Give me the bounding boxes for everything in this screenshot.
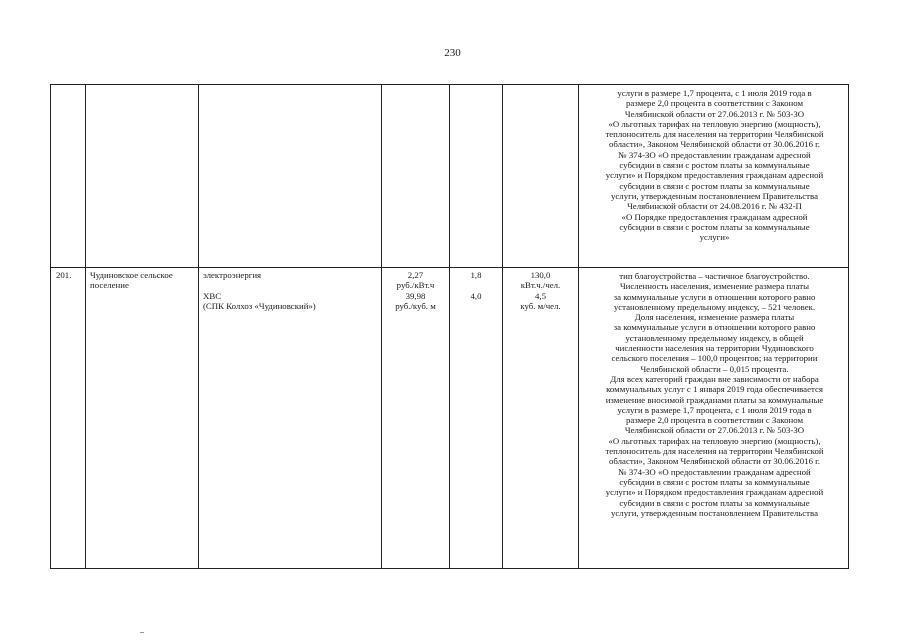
norm-unit: кВт.ч./чел. — [520, 280, 561, 290]
description-line: услуги» и Порядком предоставления гражданам адресной — [605, 170, 824, 181]
description-line: субсидии в связи с ростом платы за коммунальные — [619, 497, 810, 508]
column-divider — [198, 85, 199, 568]
row-divider — [51, 267, 848, 268]
description-line: за коммунальные услуги в отношении которого равно — [613, 291, 816, 302]
description-line: услуги, утвержденным постановлением Правительства — [611, 190, 818, 201]
description-line: субсидии в связи с ростом платы за коммунальные — [619, 221, 810, 232]
norm-value: 4,5 — [535, 291, 546, 301]
norm-value: 130,0 — [530, 270, 551, 280]
description-line: Для всех категорий граждан вне зависимости от набора — [610, 373, 819, 384]
tariff-table — [50, 84, 849, 569]
index-value: 1,8 — [470, 270, 482, 280]
service-provider: (СПК Колхоз «Чудиновский») — [203, 301, 316, 311]
description-line: коммунальных услуг с 1 января 2019 года обеспечивается — [606, 384, 823, 395]
row-number: 201. — [56, 270, 72, 280]
index-value: 4,0 — [470, 291, 482, 301]
description-line: «О льготных тарифах на тепловую энергию (мощность), — [608, 435, 821, 446]
description-line: тип благоустройства – частичное благоустройство. — [619, 271, 810, 281]
description-line: Челябинской области – 0,015 процента. — [640, 363, 789, 374]
description-line: размере 2,0 процента в соответствии с Законом — [625, 415, 804, 426]
tariff-value: 39,98 — [405, 291, 426, 301]
description-line: субсидии в связи с ростом платы за коммунальные — [619, 476, 810, 487]
description-line: Челябинской области от 27.06.2013 г. № 503-ЗО — [624, 108, 805, 119]
description-line: теплоноситель для населения на территории Челябинской — [605, 446, 824, 457]
description-line: области», Законом Челябинской области от 30.06.2016 г. — [609, 139, 820, 150]
scan-artifact — [140, 632, 144, 633]
description-line: области», Законом Челябинской области от 30.06.2016 г. — [609, 456, 820, 467]
description-line: за коммунальные услуги в отношении которого равно — [613, 322, 816, 333]
description-line: Челябинской области от 27.06.2013 г. № 503-ЗО — [624, 425, 805, 436]
description-line: № 374-ЗО «О предоставлении гражданам адресной — [618, 466, 811, 477]
column-divider — [449, 85, 450, 568]
description-line: Челябинской области от 24.08.2016 г. № 432-П — [627, 201, 802, 212]
description-line: сельского поселения – 100,0 процентов; на территории — [611, 353, 818, 364]
service-name: электроэнергия — [203, 270, 262, 280]
description-line: изменение вносимой гражданами платы за коммунальные — [605, 394, 824, 405]
description-line: Доля населения, изменение размера платы — [634, 312, 795, 323]
description-line: № 374-ЗО «О предоставлении гражданам адресной — [618, 149, 811, 160]
description-line: установленному предельному индексу, – 521 человек. — [613, 301, 816, 312]
column-divider — [381, 85, 382, 568]
column-divider — [85, 85, 86, 568]
page-number: 230 — [444, 47, 461, 59]
top-row-description — [579, 88, 850, 242]
tariff-value: 2,27 — [407, 270, 424, 280]
description-line: Численность населения, изменение размера платы — [619, 281, 810, 292]
description-line: размере 2,0 процента в соответствии с Законом — [625, 98, 804, 109]
municipality-name: Чудиновское сельское поселение — [90, 270, 173, 291]
description-line: «О льготных тарифах на тепловую энергию (мощность), — [608, 118, 821, 129]
description-line: «О Порядке предоставления гражданам адресной — [621, 211, 808, 222]
column-divider — [502, 85, 503, 568]
description-line: установленному предельному индексу, в общей — [625, 332, 804, 343]
description-line: услуги, утвержденным постановлением Правительства — [611, 507, 818, 518]
description-line: теплоноситель для населения на территории Челябинской — [605, 129, 824, 140]
description-line: субсидии в связи с ростом платы за коммунальные — [619, 180, 810, 191]
description-line: субсидии в связи с ростом платы за коммунальные — [619, 160, 810, 171]
norm-unit: куб. м/чел. — [520, 301, 561, 311]
tariff-unit: руб./кВт.ч — [396, 280, 435, 290]
description-line: численности населения на территории Чудиновского — [615, 343, 814, 354]
description-line: услуги в размере 1,7 процента, с 1 июля 2019 года в — [617, 404, 812, 415]
tariff-unit: руб./куб. м — [395, 301, 436, 311]
service-name: ХВС — [203, 291, 222, 301]
row-description — [579, 271, 850, 518]
description-line: услуги в размере 1,7 процента, с 1 июля 2019 года в — [617, 88, 812, 98]
description-line: услуги» и Порядком предоставления гражданам адресной — [605, 487, 824, 498]
description-line: услуги» — [699, 232, 730, 243]
